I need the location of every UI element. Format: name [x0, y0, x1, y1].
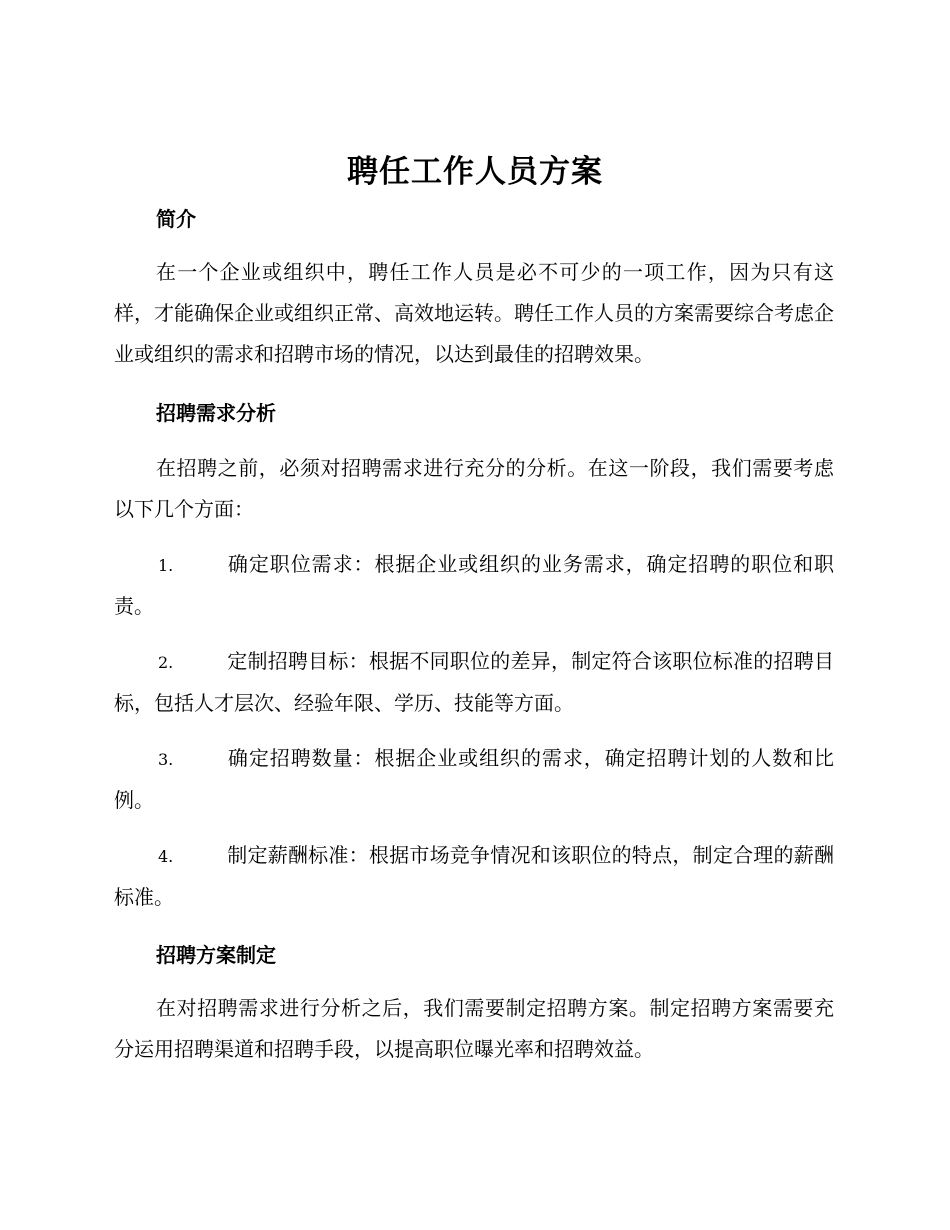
list-item-number: 2. — [158, 653, 174, 672]
list-item-text: 定制招聘目标：根据不同职位的差异，制定符合该职位标准的招聘目标，包括人才层次、经验年限、学历、技能等方面。 — [114, 649, 834, 715]
list-item-text: 制定薪酬标准：根据市场竞争情况和该职位的特点，制定合理的薪酬标准。 — [114, 843, 834, 909]
list-item — [114, 641, 834, 724]
list-item — [114, 544, 834, 627]
list-item-number: 3. — [158, 750, 174, 769]
list-item-number: 4. — [158, 847, 174, 866]
section-heading-plan: 招聘方案制定 — [156, 943, 276, 967]
intro-paragraph: 在一个企业或组织中，聘任工作人员是必不可少的一项工作，因为只有这样，才能确保企业或组织正常、高效地运转。聘任工作人员的方案需要综合考虑企业或组织的需求和招聘市场的情况，以达到最佳的招聘效果。 — [114, 260, 834, 366]
section-heading-needs-analysis: 招聘需求分析 — [156, 401, 276, 425]
plan-paragraph: 在对招聘需求进行分析之后，我们需要制定招聘方案。制定招聘方案需要充分运用招聘渠道和招聘手段，以提高职位曝光率和招聘效益。 — [114, 996, 834, 1061]
section-heading-intro: 简介 — [156, 207, 196, 231]
list-item-text: 确定职位需求：根据企业或组织的业务需求，确定招聘的职位和职责。 — [114, 552, 834, 618]
list-item — [114, 835, 834, 918]
document-title: 聘任工作人员方案 — [347, 154, 603, 190]
list-item-text: 确定招聘数量：根据企业或组织的需求，确定招聘计划的人数和比例。 — [114, 746, 834, 812]
needs-analysis-paragraph: 在招聘之前，必须对招聘需求进行充分的分析。在这一阶段，我们需要考虑以下几个方面： — [114, 456, 834, 521]
list-item — [114, 738, 834, 821]
list-item-number: 1. — [158, 556, 174, 575]
